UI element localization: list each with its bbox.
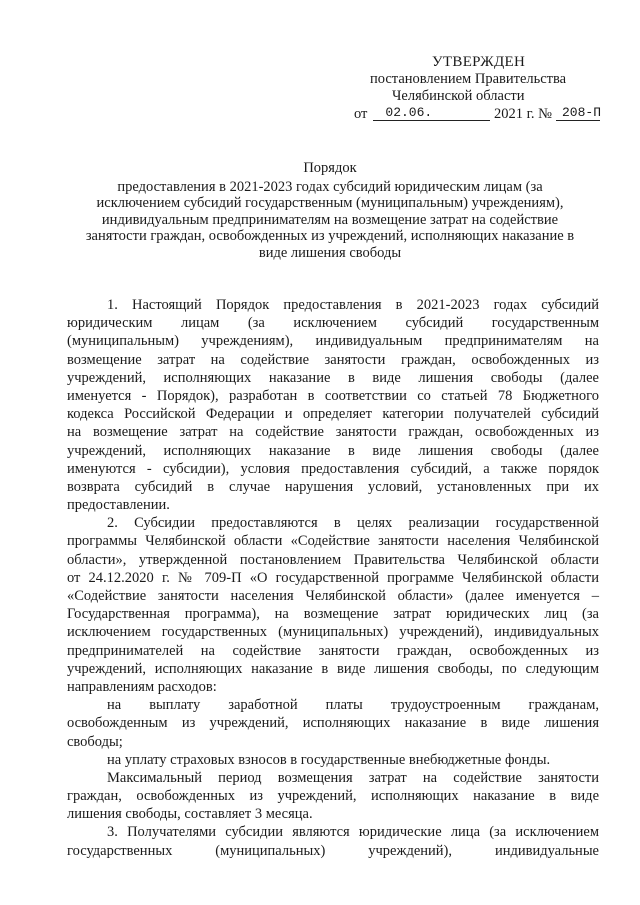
text-line: свободы; [67,733,123,750]
text-line: программы Челябинской области «Содействие занятости населения Челябинской [67,533,599,550]
paragraph-5 [67,769,599,824]
text-line: учреждений, исполняющих наказание в виде лишения свободы, по следующим [67,660,599,677]
text-line: государственных (муниципальных) учреждений), индивидуальные [67,842,599,859]
text-line: 1. Настоящий Порядок предоставления в 2021-2023 годах субсидий [107,297,599,313]
text-line: направлениям расходов: [67,678,217,695]
approval-year-label: 2021 г. № [493,106,552,122]
text-line: учреждений, исполняющих наказание в виде лишения свободы (далее [67,369,599,386]
text-line: на уплату страховых взносов в государственные внебюджетные фонды. [107,751,551,768]
heading-line: индивидуальным предпринимателям на возмещение затрат на содействие [101,211,559,228]
document-heading [60,160,600,261]
text-line: исключением государственных (муниципальных) учреждений), индивидуальных [67,624,599,641]
text-line: учреждений, исполняющих наказание в виде лишения свободы (далее [67,442,599,459]
text-line: (муниципальным) учреждениям), индивидуальным предпринимателям на [67,333,599,350]
paragraph-3 [67,696,599,751]
text-line: от 24.12.2020 г. № 709-П «О государственной программе Челябинской области [67,569,599,586]
approval-stamp [340,54,600,123]
text-line: граждан, освобожденных из учреждений, исполняющих наказание в виде [67,788,599,805]
text-line: лишения свободы, составляет 3 месяца. [67,806,313,823]
heading-line: предоставления в 2021-2023 годах субсидий юридическим лицам (за [117,178,543,195]
paragraph-1 [67,296,599,514]
document-body [67,296,599,860]
text-line: именуются - субсидии), условия предоставления субсидий, а также порядок [67,460,599,477]
paragraph-4 [67,751,599,769]
text-line: освобожденным из учреждений, исполняющих наказание в виде лишения [67,715,599,732]
text-line: области», утвержденной постановлением Правительства Челябинской области [67,551,599,568]
text-line: возврата субсидий в случае нарушения условий, установленных при их [67,478,599,495]
heading-line: исключением субсидий государственным (муниципальным) учреждениям), [96,195,564,211]
approval-date-prefix: от [354,106,368,122]
text-line: юридическим лицам (за исключением субсидий государственным [67,315,599,332]
text-line: на выплату заработной платы трудоустроенным гражданам, [107,697,599,714]
text-line: именуется - Порядок), разработан в соответствии со статьей 78 Бюджетного [67,387,599,404]
text-line: предпринимателей на содействие занятости граждан, освобожденных из [67,642,599,659]
text-line: кодекса Российской Федерации и определяет категории получателей субсидий [67,406,599,423]
text-line: 2. Субсидии предоставляются в целях реализации государственной [107,515,599,532]
approval-title: УТВЕРЖДЕН [432,54,526,70]
approval-decree-line: постановлением Правительства [370,71,567,87]
approval-date-row [340,106,600,123]
paragraph-2 [67,514,599,696]
approval-date-value: 02.06. [373,106,490,121]
approval-number-value: 208-П [556,106,600,121]
paragraph-6 [67,823,599,859]
heading-title: Порядок [303,160,357,176]
text-line: 3. Получателями субсидии являются юридические лица (за исключением [107,824,599,841]
text-line: «Содействие занятости населения Челябинской области» (далее именуется – [67,588,599,604]
heading-line: виде лишения свободы [258,244,402,261]
approval-region-line: Челябинской области [392,88,525,104]
text-line: на возмещение затрат на содействие занятости граждан, освобожденных из [67,424,599,441]
heading-line: занятости граждан, освобожденных из учреждений, исполняющих наказание в [85,228,575,244]
text-line: возмещение затрат на содействие занятости граждан, освобожденных из [67,351,599,368]
text-line: Государственная программа), на возмещение затрат юридических лиц (за [67,606,599,623]
text-line: предоставлении. [67,497,170,514]
text-line: Максимальный период возмещения затрат на содействие занятости [107,769,599,786]
